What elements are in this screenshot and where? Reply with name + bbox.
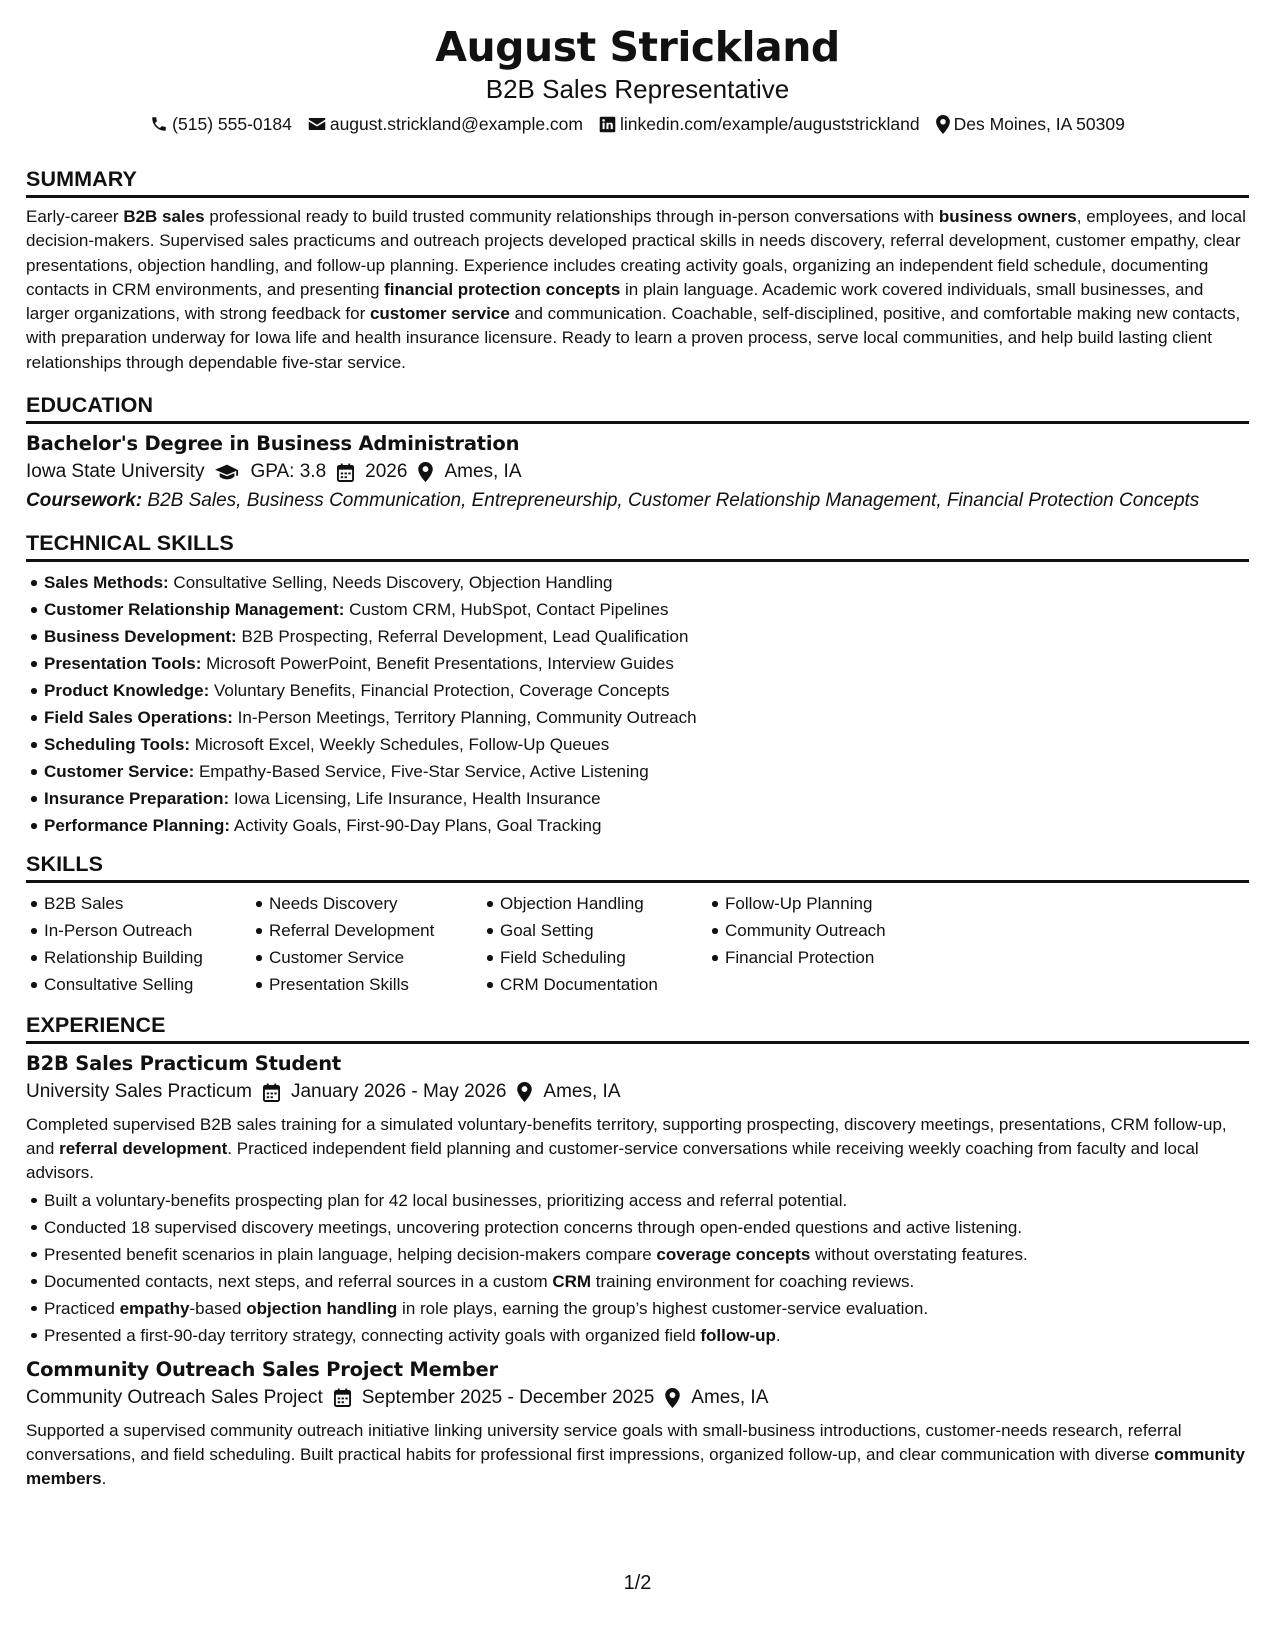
experience-entry <box>26 1357 1249 1492</box>
technical-skill-label: Scheduling Tools: <box>44 735 191 755</box>
education-section <box>26 392 1249 513</box>
job-bullet <box>44 1322 1249 1349</box>
summary-heading: SUMMARY <box>26 166 1249 198</box>
experience-entry <box>26 1051 1249 1349</box>
bold-text: objection handling <box>246 1298 398 1318</box>
technical-skill-item <box>44 677 1249 704</box>
technical-skill-value: B2B Prospecting, Referral Development, Lead Qualification <box>236 627 689 647</box>
bold-text: customer service <box>369 304 510 324</box>
text-run: professional ready to build trusted community relationships through in-person conversations with <box>204 207 939 226</box>
skill-item: Consultative Selling <box>44 971 251 998</box>
experience-list <box>26 1051 1249 1491</box>
bold-text: CRM <box>552 1271 592 1291</box>
gpa-text: GPA: 3.8 <box>250 461 327 483</box>
bold-text: referral development <box>59 1139 228 1159</box>
text-run: Conducted 18 supervised discovery meetings, uncovering protection concerns through open-ended questions and active listening. <box>44 1217 1023 1237</box>
coursework-label: Coursework: <box>26 490 143 512</box>
technical-skill-value: Activity Goals, First-90-Day Plans, Goal Tracking <box>230 816 602 836</box>
skill-item: B2B Sales <box>44 890 251 917</box>
job-bullet <box>44 1295 1249 1322</box>
education-meta <box>26 457 1249 487</box>
contact-linkedin[interactable] <box>599 112 920 136</box>
technical-skill-item <box>44 758 1249 785</box>
skills-heading: SKILLS <box>26 851 1249 883</box>
job-dates: January 2026 - May 2026 <box>290 1081 507 1103</box>
job-title: B2B Sales Practicum Student <box>26 1052 342 1076</box>
calendar-icon <box>334 1388 351 1407</box>
skill-item: Objection Handling <box>500 890 707 917</box>
contact-linkedin-text[interactable]: linkedin.com/example/auguststrickland <box>620 114 920 134</box>
bold-text: community members <box>26 1444 1245 1489</box>
text-run: Practiced <box>44 1298 120 1318</box>
bold-text: B2B sales <box>123 207 205 226</box>
job-bullet <box>44 1268 1249 1295</box>
technical-skill-label: Customer Relationship Management: <box>44 600 345 620</box>
job-organization: University Sales Practicum <box>26 1081 252 1103</box>
job-dates: September 2025 - December 2025 <box>361 1386 655 1408</box>
contact-location-text: Des Moines, IA 50309 <box>953 114 1125 134</box>
education-heading: EDUCATION <box>26 392 1249 424</box>
degree-title: Bachelor's Degree in Business Administration <box>26 432 520 456</box>
technical-skill-label: Insurance Preparation: <box>44 789 230 809</box>
contact-email-text[interactable]: august.strickland@example.com <box>329 114 583 134</box>
contact-phone-text: (515) 555-0184 <box>172 114 292 134</box>
skill-item: Financial Protection <box>725 944 935 971</box>
skills-column <box>707 890 935 998</box>
skill-item: Goal Setting <box>500 917 707 944</box>
job-bullet <box>44 1187 1249 1214</box>
text-run: and communication. Coachable, self-disciplined, positive, and comfortable making new contacts, with preparation underway for Iowa life and health insurance licensure. Ready to learn a proven process, serve local communities, and help build lasting client relationships through dependable five-star service. <box>26 304 1241 372</box>
technical-skill-value: Iowa Licensing, Life Insurance, Health Insurance <box>229 789 601 809</box>
technical-skill-item <box>44 650 1249 677</box>
calendar-icon <box>337 463 354 482</box>
contact-email[interactable] <box>308 112 583 136</box>
text-run: Supported a supervised community outreach initiative linking university service goals with small-business introductions, customer-needs research, referral conversations, and field scheduling. Built practical habits for professional first impressions, organized follow-up, and clear communication with diverse <box>26 1420 1182 1464</box>
technical-skill-value: Voluntary Benefits, Financial Protection, Coverage Concepts <box>209 681 670 701</box>
technical-skill-item <box>44 785 1249 812</box>
phone-icon <box>150 115 168 133</box>
text-run: in role plays, earning the group’s highest customer-service evaluation. <box>397 1298 929 1318</box>
text-run: training environment for coaching reviews. <box>591 1271 915 1291</box>
job-bullets <box>26 1187 1249 1349</box>
skill-item: Presentation Skills <box>269 971 482 998</box>
technical-skill-label: Customer Service: <box>44 762 195 782</box>
skills-column-list <box>44 890 251 998</box>
text-run: Early-career <box>26 207 124 226</box>
text-run: Completed supervised B2B sales training for a simulated voluntary-benefits territory, supporting prospecting, discovery meetings, presentations, CRM follow-up, and <box>26 1115 1227 1159</box>
job-title: Community Outreach Sales Project Member <box>26 1357 498 1381</box>
technical-skill-value: Consultative Selling, Needs Discovery, Objection Handling <box>168 573 613 593</box>
skill-item: Community Outreach <box>725 917 935 944</box>
technical-skill-value: Custom CRM, HubSpot, Contact Pipelines <box>344 600 669 620</box>
skill-item: CRM Documentation <box>500 971 707 998</box>
candidate-role: B2B Sales Representative <box>485 74 790 104</box>
job-bullet <box>44 1241 1249 1268</box>
coursework <box>26 489 1249 513</box>
contact-phone <box>150 112 292 136</box>
summary-section <box>26 166 1249 375</box>
skills-column-list <box>500 890 707 998</box>
technical-skill-label: Performance Planning: <box>44 816 231 836</box>
skills-grid <box>26 890 1249 998</box>
technical-skills-list <box>26 569 1249 839</box>
skill-item: Field Scheduling <box>500 944 707 971</box>
page-number: 1/2 <box>623 1572 652 1594</box>
text-run: Built a voluntary-benefits prospecting plan for 42 local businesses, prioritizing access and referral potential. <box>44 1190 848 1210</box>
education-location: Ames, IA <box>444 461 522 483</box>
location-pin-icon <box>418 462 433 482</box>
bold-text: coverage concepts <box>656 1244 811 1264</box>
job-meta <box>26 1383 1249 1413</box>
job-bullet <box>44 1214 1249 1241</box>
location-pin-icon <box>936 115 950 134</box>
skill-item: In-Person Outreach <box>44 917 251 944</box>
resume-header <box>26 22 1249 136</box>
technical-skill-item <box>44 569 1249 596</box>
text-run: . Practiced independent field planning and customer-service conversations while receiving weekly coaching from faculty and local advisors. <box>26 1139 1199 1183</box>
technical-skill-item <box>44 596 1249 623</box>
summary-text <box>26 205 1249 375</box>
technical-skill-value: Microsoft Excel, Weekly Schedules, Follow-Up Queues <box>190 735 610 755</box>
graduation-year: 2026 <box>365 461 408 483</box>
coursework-list: B2B Sales, Business Communication, Entrepreneurship, Customer Relationship Management, Financial Protection Concepts <box>142 490 1200 512</box>
experience-heading: EXPERIENCE <box>26 1012 1249 1044</box>
text-run: Presented benefit scenarios in plain language, helping decision-makers compare <box>44 1244 657 1264</box>
text-run: in plain language. Academic work covered individuals, small businesses, and larger organizations, with strong feedback for <box>26 279 1204 324</box>
skill-item: Customer Service <box>269 944 482 971</box>
text-run: Presented a first-90-day territory strategy, connecting activity goals with organized field <box>44 1325 701 1345</box>
technical-skill-item <box>44 623 1249 650</box>
skills-column-list <box>725 890 935 971</box>
location-pin-icon <box>665 1388 680 1408</box>
job-organization: Community Outreach Sales Project <box>26 1386 323 1408</box>
envelope-icon <box>308 116 326 132</box>
candidate-name: August Strickland <box>435 23 840 71</box>
text-run: -based <box>189 1298 247 1318</box>
technical-skill-value: In-Person Meetings, Territory Planning, Community Outreach <box>232 708 697 728</box>
skills-column-list <box>269 890 482 998</box>
text-run: . <box>775 1325 781 1345</box>
skills-column <box>251 890 482 998</box>
location-pin-icon <box>517 1082 532 1102</box>
skills-column <box>26 890 251 998</box>
technical-skill-label: Business Development: <box>44 627 237 647</box>
bold-text: financial protection concepts <box>384 279 621 299</box>
job-meta <box>26 1077 1249 1107</box>
technical-skill-item <box>44 731 1249 758</box>
text-run: . <box>101 1469 107 1489</box>
contact-bar <box>26 112 1249 136</box>
text-run: without overstating features. <box>810 1244 1028 1264</box>
graduation-cap-icon <box>215 463 239 481</box>
school-name: Iowa State University <box>26 461 205 483</box>
skill-item: Relationship Building <box>44 944 251 971</box>
technical-skill-item <box>44 812 1249 839</box>
bold-text: follow-up <box>700 1325 776 1345</box>
skills-column <box>482 890 707 998</box>
technical-skill-label: Product Knowledge: <box>44 681 210 701</box>
bold-text: empathy <box>119 1298 190 1318</box>
skills-section <box>26 851 1249 998</box>
linkedin-icon <box>599 116 616 133</box>
technical-skill-item <box>44 704 1249 731</box>
job-description <box>26 1113 1249 1186</box>
contact-location <box>936 112 1125 136</box>
text-run: , employees, and local decision-makers. Supervised sales practicums and outreach projects developed practical skills in needs discovery, referral development, customer empathy, clear presentations, objection handling, and follow-up planning. Experience includes creating activity goals, organizing an independent field schedule, documenting contacts in CRM environments, and presenting <box>26 207 1246 299</box>
experience-section <box>26 1012 1249 1491</box>
technical-skill-value: Empathy-Based Service, Five-Star Service, Active Listening <box>194 762 649 782</box>
skill-item: Follow-Up Planning <box>725 890 935 917</box>
skill-item: Referral Development <box>269 917 482 944</box>
job-location: Ames, IA <box>691 1386 769 1408</box>
technical-skill-label: Sales Methods: <box>44 573 169 593</box>
technical-skills-heading: TECHNICAL SKILLS <box>26 530 1249 562</box>
technical-skill-label: Presentation Tools: <box>44 654 202 674</box>
job-description <box>26 1419 1249 1492</box>
skill-item: Needs Discovery <box>269 890 482 917</box>
bold-text: business owners <box>938 207 1077 226</box>
text-run: Documented contacts, next steps, and referral sources in a custom <box>44 1271 553 1291</box>
calendar-icon <box>263 1083 280 1102</box>
technical-skills-section <box>26 530 1249 839</box>
job-location: Ames, IA <box>543 1081 621 1103</box>
technical-skill-value: Microsoft PowerPoint, Benefit Presentations, Interview Guides <box>201 654 674 674</box>
technical-skill-label: Field Sales Operations: <box>44 708 233 728</box>
